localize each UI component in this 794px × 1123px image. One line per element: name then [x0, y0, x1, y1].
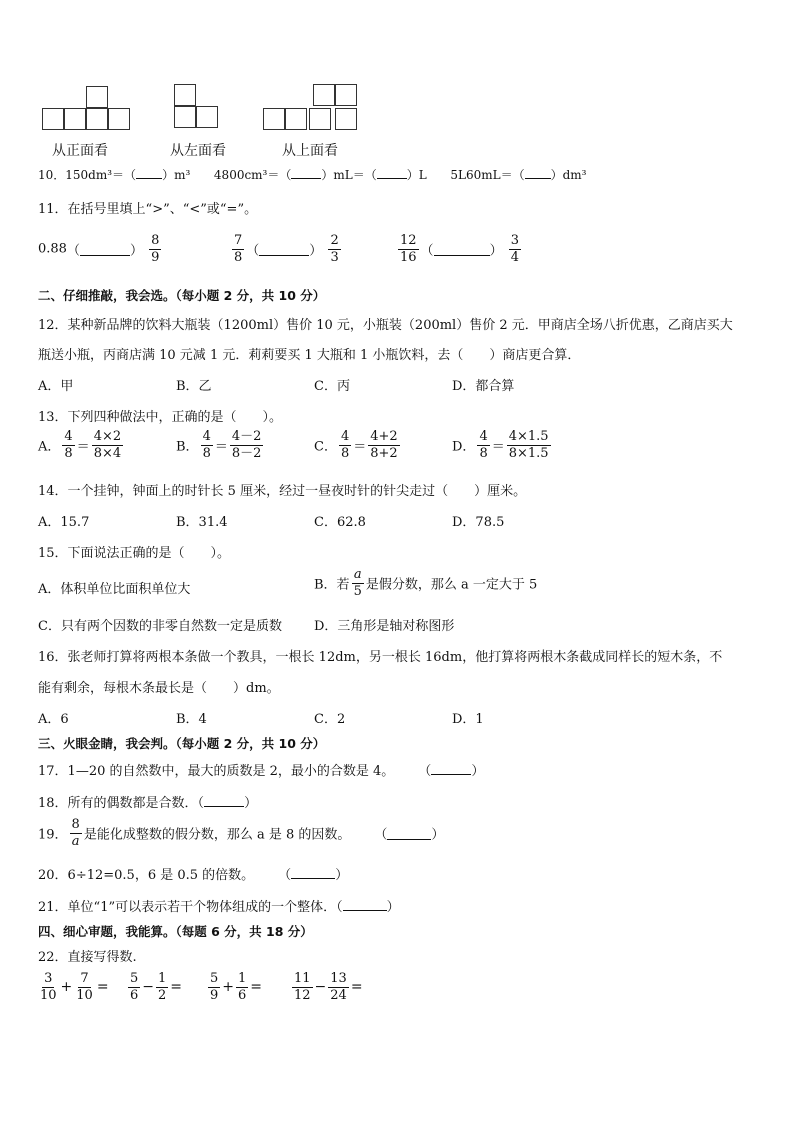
question-15: 15．下面说法正确的是（ ）。	[38, 546, 231, 561]
question-17: 17．1—20 的自然数中，最大的质数是 2，最小的合数是 4。 （ ）	[38, 764, 485, 779]
q14-option-b[interactable]: B．31.4	[176, 515, 228, 530]
q16-option-a[interactable]: A．6	[38, 712, 69, 727]
q13-option-b[interactable]: B． $\frac{4}{8}$ ＝ $\frac{4-2}{8-2}$	[176, 429, 262, 461]
answer-blank[interactable]	[387, 827, 431, 840]
q11-compare-3: $\frac{12}{16}$ （ ） $\frac{3}{4}$	[400, 233, 519, 265]
question-18: 18．所有的偶数都是合数．（ ）	[38, 796, 258, 811]
q13-option-c[interactable]: C． $\frac{4}{8}$ ＝ $\frac{4+2}{8+2}$	[314, 429, 398, 461]
q12-option-d[interactable]: D．都合算	[452, 379, 515, 394]
left-view-label: 从左面看	[170, 143, 226, 159]
q15-option-d[interactable]: D．三角形是轴对称图形	[314, 619, 455, 634]
calc-expression-1: $\frac{3}{10}$ + $\frac{7}{10}$ =	[40, 971, 109, 1003]
q16-option-b[interactable]: B．4	[176, 712, 207, 727]
q12-option-b[interactable]: B．乙	[176, 379, 212, 394]
answer-blank[interactable]	[80, 243, 130, 256]
q12-option-a[interactable]: A．甲	[38, 379, 74, 394]
front-view-label: 从正面看	[52, 143, 108, 159]
answer-blank[interactable]	[291, 866, 335, 879]
q13-option-a[interactable]: A． $\frac{4}{8}$ ＝ $\frac{4\times 2}{8\times 4}$	[38, 429, 122, 461]
section-2-heading: 二、仔细推敲，我会选。（每小题 2 分，共 10 分）	[38, 288, 326, 303]
q14-option-a[interactable]: A．15.7	[38, 515, 90, 530]
calc-expression-3: $\frac{5}{9}$ + $\frac{1}{6}$ =	[210, 971, 263, 1003]
answer-blank[interactable]	[434, 243, 490, 256]
answer-blank[interactable]	[431, 762, 471, 775]
section-4-heading: 四、细心审题，我能算。（每题 6 分，共 18 分）	[38, 924, 313, 939]
top-view-label: 从上面看	[282, 143, 338, 159]
calc-expression-2: $\frac{5}{6}$ − $\frac{1}{2}$ =	[130, 971, 183, 1003]
answer-blank[interactable]	[204, 794, 244, 807]
question-22: 22．直接写得数.	[38, 950, 137, 965]
q14-option-d[interactable]: D．78.5	[452, 515, 505, 530]
q14-option-c[interactable]: C．62.8	[314, 515, 366, 530]
answer-blank[interactable]	[343, 898, 387, 911]
q15-option-b[interactable]: B．若 $\frac{a}{5}$ 是假分数，那么 a 一定大于 5	[314, 567, 538, 599]
question-20: 20．6÷12=0.5，6 是 0.5 的倍数。 （ ）	[38, 868, 349, 883]
section-3-heading: 三、火眼金睛，我会判。（每小题 2 分，共 10 分）	[38, 736, 326, 751]
q16-option-d[interactable]: D．1	[452, 712, 484, 727]
q12-option-c[interactable]: C．丙	[314, 379, 350, 394]
question-19: 19． $\frac{8}{a}$ 是能化成整数的假分数，那么 a 是 8 的因数。 （ ）	[38, 817, 445, 849]
answer-blank[interactable]	[259, 243, 309, 256]
question-11: 11．在括号里填上“>”、“<”或“=”。	[38, 202, 258, 217]
q15-option-c[interactable]: C．只有两个因数的非零自然数一定是质数	[38, 619, 282, 634]
question-14: 14．一个挂钟，钟面上的时针长 5 厘米，经过一昼夜时针的针尖走过（ ）厘米。	[38, 484, 527, 499]
q16-option-c[interactable]: C．2	[314, 712, 346, 727]
question-21: 21．单位“1”可以表示若干个物体组成的一个整体．（ ）	[38, 900, 400, 915]
q11-compare-2: $\frac{7}{8}$ （ ） $\frac{2}{3}$	[234, 233, 339, 265]
q15-option-a[interactable]: A．体积单位比面积单位大	[38, 582, 191, 597]
q11-compare-1: 0.88（ ） $\frac{8}{9}$	[38, 233, 160, 265]
question-13: 13．下列四种做法中，正确的是（ ）。	[38, 410, 283, 425]
question-10: 10．150dm³＝（ ）m³ 4800cm³＝（ ）mL＝（ ）L 5L60mL＝（ ）dm³	[38, 168, 587, 182]
calc-expression-4: $\frac{11}{12}$ − $\frac{13}{24}$ =	[294, 971, 363, 1003]
question-12-line1: 12．某种新品牌的饮料大瓶装（1200ml）售价 10 元，小瓶装（200ml）售价 2 元．甲商店全场八折优惠，乙商店买大	[38, 318, 733, 333]
question-16-line1: 16．张老师打算将两根本条做一个教具，一根长 12dm，另一根长 16dm，他打算将两根木条截成同样长的短木条，不	[38, 650, 723, 665]
question-16-line2: 能有剩余，每根木条最长是（ ）dm。	[38, 681, 280, 696]
question-12-line2: 瓶送小瓶，丙商店满 10 元减 1 元．莉莉要买 1 大瓶和 1 小瓶饮料，去（ ）商店更合算．	[38, 348, 581, 363]
q13-option-d[interactable]: D． $\frac{4}{8}$ ＝ $\frac{4\times 1.5}{8\times 1.5}$	[452, 429, 549, 461]
